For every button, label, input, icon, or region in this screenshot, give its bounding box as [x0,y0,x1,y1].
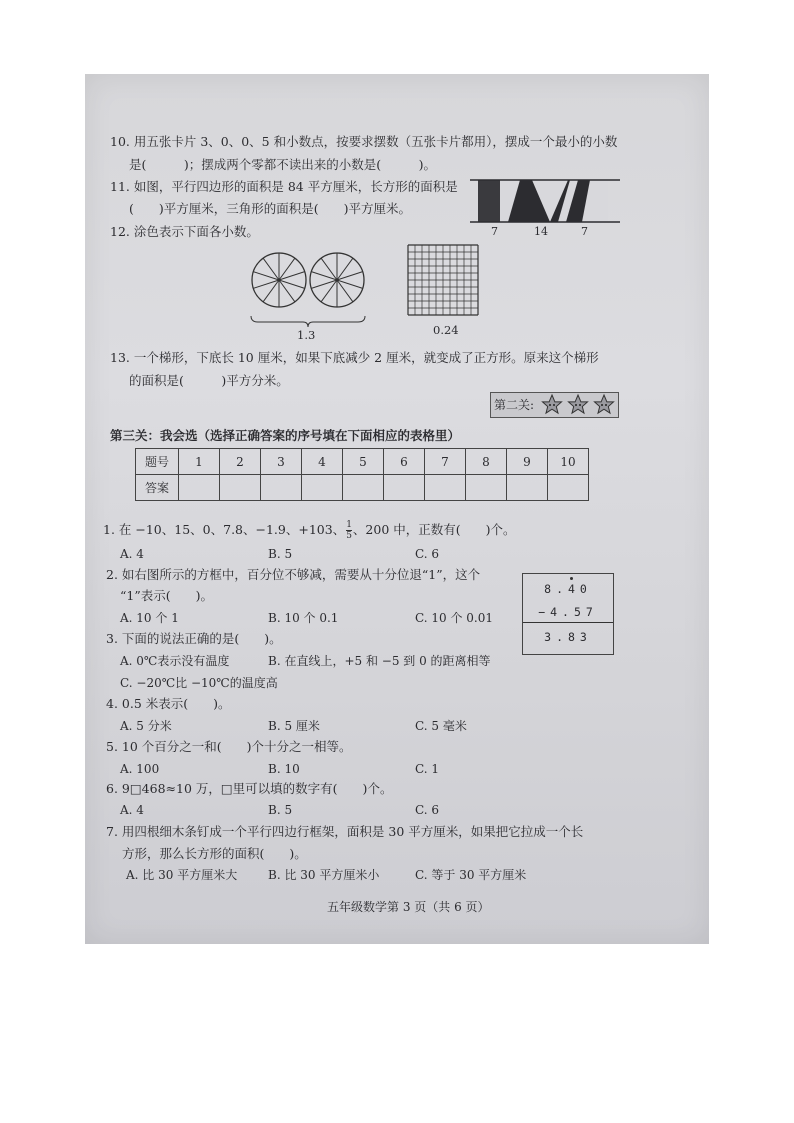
circle-divider [279,280,295,302]
mc-q7-option-a: A. 比 30 平方厘米大 [126,868,238,882]
fraction-numerator: 1 [346,520,352,530]
mc-q2-option-b: B. 10 个 0.1 [268,611,339,625]
q12-hundred-grid [408,245,480,317]
mc-q3-stem: 3. 下面的说法正确的是( )。 [106,631,282,646]
circle-divider [263,258,279,280]
mc-q6-option-a: A. 4 [120,803,144,817]
q13-line2: 的面积是( )平方分米。 [129,373,289,388]
level2-label: 第二关: [494,398,535,412]
mc-q1-stem [103,520,516,541]
q12-label-circles: 1.3 [297,328,316,342]
mc-q1-stem-b: 、200 中，正数有( )个。 [352,522,516,537]
answer-cell[interactable] [179,475,220,501]
answer-cell[interactable] [343,475,384,501]
circle-divider [337,280,353,302]
q10-line1: 10. 用五张卡片 3、0、0、5 和小数点，按要求摆数（五张卡片都用），摆成一个最小的小数 [110,134,618,149]
mc-q4-option-a: A. 5 分米 [120,719,172,733]
mc-q2-line2: “1”表示( )。 [120,588,213,603]
star-icon [595,395,614,413]
circle-divider [253,280,279,288]
number-cell: 9 [507,449,548,475]
subtraction-subtrahend: −4.57 [538,605,598,619]
answer-table-number-row [136,449,589,475]
star-icon [569,395,588,413]
number-cell: 5 [343,449,384,475]
circle-divider [279,272,305,280]
mc-q1-option-b: B. 5 [268,547,293,561]
circle-divider [321,258,337,280]
page-footer: 五年级数学第 3 页（共 6 页） [327,900,490,914]
mc-q4-stem: 4. 0.5 米表示( )。 [106,696,231,711]
mc-q5-option-c: C. 1 [415,762,440,776]
circle-divider [337,280,363,288]
mc-q5-option-a: A. 100 [120,762,160,776]
number-header: 题号 [136,449,179,475]
mc-q5-stem: 5. 10 个百分之一和( )个十分之一相等。 [106,739,352,754]
answer-cell[interactable] [261,475,302,501]
answer-cell[interactable] [302,475,343,501]
answer-cell[interactable] [384,475,425,501]
circle-divider [263,280,279,302]
mc-q7-option-c: C. 等于 30 平方厘米 [415,868,527,882]
q11-line1: 11. 如图，平行四边形的面积是 84 平方厘米，长方形的面积是 [110,179,458,194]
mc-q2-option-c: C. 10 个 0.01 [415,611,494,625]
mc-q1-option-a: A. 4 [120,547,144,561]
circle-divider [311,280,337,288]
number-cell: 7 [425,449,466,475]
circle-divider [337,272,363,280]
mc-q1-option-c: C. 6 [415,547,440,561]
mc-q6-option-b: B. 5 [268,803,293,817]
answer-cell[interactable] [425,475,466,501]
answer-cell[interactable] [466,475,507,501]
answer-table-answer-row [136,475,589,501]
mc-q7-option-b: B. 比 30 平方厘米小 [268,868,380,882]
answer-cell[interactable] [548,475,589,501]
fraction [346,520,352,541]
answer-table [135,448,589,501]
level2-star-box [490,392,619,418]
q13-line1: 13. 一个梯形，下底长 10 厘米，如果下底减少 2 厘米，就变成了正方形。原来这个梯形 [110,350,599,365]
rating-stars [541,394,616,416]
mc-q6-option-c: C. 6 [415,803,440,817]
q10-line2: 是( )；摆成两个零都不读出来的小数是( )。 [129,157,437,172]
circle-divider [279,258,295,280]
mc-q4-option-c: C. 5 毫米 [415,719,467,733]
answer-header: 答案 [136,475,179,501]
circle-divider [253,272,279,280]
q11-label-right: 7 [581,225,588,238]
mc-q4-option-b: B. 5 厘米 [268,719,320,733]
number-cell: 6 [384,449,425,475]
borrow-dot [570,577,573,580]
q12-circles [248,248,368,318]
mc-q5-option-b: B. 10 [268,762,300,776]
fraction-denominator: 5 [346,531,352,541]
q11-label-left: 7 [491,225,498,238]
number-cell: 2 [220,449,261,475]
subtraction-figure [522,573,614,655]
circle-divider [321,280,337,302]
mc-q7-line2: 方形，那么长方形的面积( )。 [122,846,307,861]
mc-q2-option-a: A. 10 个 1 [120,611,179,625]
circle-divider [279,280,305,288]
mc-q3-option-b: B. 在直线上，+5 和 −5 到 0 的距离相等 [268,654,491,668]
subtraction-difference: 3.83 [544,630,592,644]
subtraction-rule [523,622,613,623]
number-cell: 4 [302,449,343,475]
number-cell: 1 [179,449,220,475]
answer-cell[interactable] [220,475,261,501]
number-cell: 3 [261,449,302,475]
mc-q2-line1: 2. 如右图所示的方框中，百分位不够减，需要从十分位退“1”，这个 [106,567,481,582]
q12-text: 12. 涂色表示下面各小数。 [110,224,259,239]
mc-q7-line1: 7. 用四根细木条钉成一个平行四边行框架，面积是 30 平方厘米，如果把它拉成一个长 [106,824,584,839]
q11-figure [470,176,620,226]
circle-divider [311,272,337,280]
number-cell: 8 [466,449,507,475]
mc-q3-option-a: A. 0℃表示没有温度 [120,654,230,668]
number-cell: 10 [548,449,589,475]
subtraction-minuend: 8.40 [544,582,592,596]
mc-q6-stem: 6. 9□468≈10 万，□里可以填的数字有( )个。 [106,781,393,796]
star-icon [543,395,562,413]
circle-divider [337,258,353,280]
q12-label-grid: 0.24 [433,323,459,337]
q11-line2: ( )平方厘米，三角形的面积是( )平方厘米。 [129,201,412,216]
answer-cell[interactable] [507,475,548,501]
q11-label-mid: 14 [534,225,548,238]
mc-q1-stem-a: 1. 在 −10、15、0、7.8、−1.9、+103、 [103,522,346,537]
section3-title: 第三关：我会选（选择正确答案的序号填在下面相应的表格里） [110,428,461,443]
mc-q3-option-c: C. −20℃比 −10℃的温度高 [120,676,278,690]
